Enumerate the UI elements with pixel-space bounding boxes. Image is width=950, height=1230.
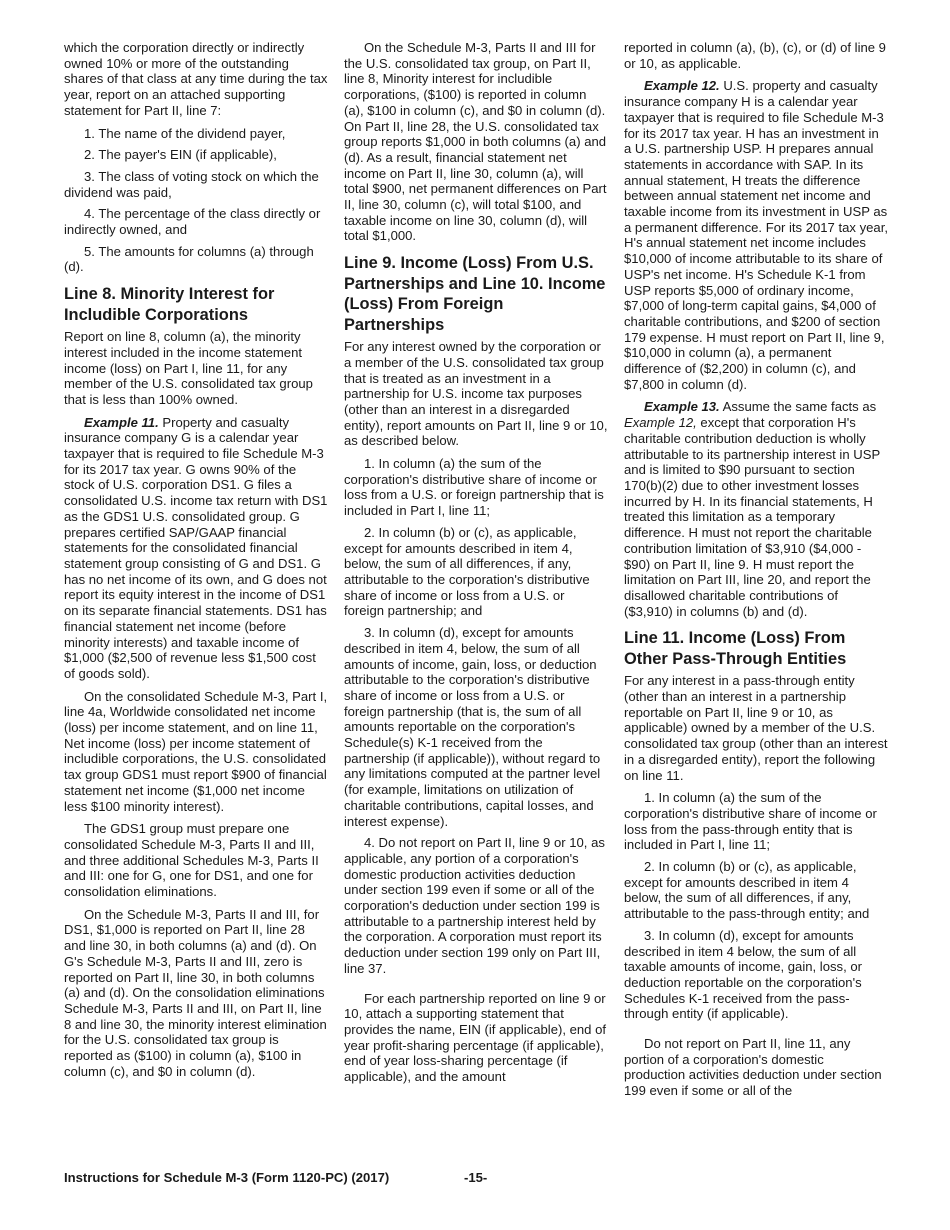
footer-title: Instructions for Schedule M-3 (Form 1120-PC) (2017) <box>64 1170 390 1185</box>
column-middle <box>344 40 608 1092</box>
paragraph: For each partnership reported on line 9 or 10, attach a supporting statement that provides the name, EIN (if applicable), end of year profit-sharing percentage (if applicable), end of year loss-sharing percentage (if applicable), and the amount <box>344 990 607 1085</box>
paragraph: On the consolidated Schedule M-3, Part I, line 4a, Worldwide consolidated net income (loss) per income statement, and on line 11, Net income (loss) per income statement of includible corporations, the U.S. consolidated tax group GDS1 must report $900 of financial statement net income ($1,000 net income less $100 minority interest). <box>64 688 328 814</box>
example-label: Example 12. <box>644 78 720 94</box>
paragraph: On the Schedule M-3, Parts II and III, for DS1, $1,000 is reported on Part II, line 28 and line 30, in both columns (a) and (d). On G's Schedule M-3, Parts II and III, zero is reported on Part II, line 30, in both columns (a) and (d). On the consolidation eliminations Schedule M-3, Parts II and III, on Part II, line 8 and line 30, the minority interest elimination for the U.S. consolidated tax group is reported as ($100) in column (a), $100 in column (c), and $0 in column (d). <box>64 906 327 1079</box>
example-text: Assume the same facts as <box>719 399 877 415</box>
page-number: -15- <box>464 1170 488 1185</box>
example-label: Example 11. <box>84 414 159 430</box>
paragraph: Do not report on Part II, line 11, any portion of a corporation's domestic production activities deduction under section 199 even if some or all of the <box>624 1036 882 1099</box>
list-item: 2. The payer's EIN (if applicable), <box>84 147 277 163</box>
list-item: 4. Do not report on Part II, line 9 or 10, as applicable, any portion of a corporation's domestic production activities deduction under section 199 even if some or all of the corporation's deduction under section 199 is attributable to a partnership interest held by the corporation. A corporation must report its deduction under section 199 only on Part III, line 37. <box>344 835 605 976</box>
example-12 <box>624 78 888 392</box>
section-heading-line-9-10: Line 9. Income (Loss) From U.S. Partnerships and Line 10. Income (Loss) From Foreign Partnerships <box>344 254 606 334</box>
example-text: U.S. property and casualty insurance company H is a calendar year taxpayer that is required to file Schedule M-3 for its 2017 tax year. H has an investment in a U.S. partnership USP. H prepares annual statements in accordance with SAP. In its annual statement, H treats the difference between annual statement net income and taxable income from its investment in USP as a permanent difference. For its 2017 tax year, H's annual statement net income includes $10,000 of income attributable to its share of USP's net income. H's Schedule K-1 from USP reports $5,000 of ordinary income, $7,000 of long-term capital gains, $4,000 of charitable contributions, and $200 of section 179 expense. H must report on Part II, line 9, $10,000 in column (a), a permanent difference of ($2,200) in column (c), and $7,800 in column (d). <box>624 78 888 392</box>
section-heading-line-11: Line 11. Income (Loss) From Other Pass-Through Entities <box>624 629 847 668</box>
example-label: Example 13. <box>644 399 720 415</box>
section-heading-line-8: Line 8. Minority Interest for Includible Corporations <box>64 285 275 324</box>
list-item: 3. In column (d), except for amounts described in item 4, below, the sum of all amounts of income, gain, loss, or deduction attributable to the corporation's distributive share of income or loss from a U.S. or foreign partnership (that is, the sum of all amounts reportable on the corporation's Schedule(s) K-1 received from the partnership (if applicable)), without regard to any limitations computed at the partner level (for example, limitations on utilization of charitable contributions, capital losses, and interest expense). <box>344 625 601 829</box>
list-item: 3. In column (d), except for amounts described in item 4 below, the sum of all taxable amounts of income, gain, loss, or deduction reportable on the corporation's Schedules K-1 received from the pass-through entity (if applicable). <box>624 927 862 1022</box>
paragraph: For any interest owned by the corporation or a member of the U.S. consolidated tax group that is treated as an investment in a partnership for U.S. income tax purposes (other than an interest in a disregarded entity), report amounts on Part II, line 9 or 10, as described below. <box>344 339 608 449</box>
list-item: 1. In column (a) the sum of the corporation's distributive share of income or loss from the pass-through entity that is included in Part I, line 11; <box>624 790 877 853</box>
list-item: 3. The class of voting stock on which the dividend was paid, <box>64 168 319 200</box>
paragraph: For any interest in a pass-through entity (other than an interest in a partnership reportable on Part II, line 9 or 10, as applicable) owned by a member of the U.S. consolidated tax group (other than an interest in a disregarded entity), report the following on line 11. <box>624 673 888 783</box>
example-text: Property and casualty insurance company G is a calendar year taxpayer that is required to file Schedule M-3 for its 2017 tax year. G owns 90% of the stock of U.S. corporation DS1. G files a consolidated U.S. income tax return with DS1 as the GDS1 U.S. consolidated group. G prepares certified SAP/GAAP financial statements for the consolidated financial statement group consisting of G and DS1. G has no net income of its own, and G does not report its equity interest in the income of DS1 on its separate financial statements. DS1 has financial statement net income (before minority interests) and taxable income of $1,000 ($2,500 of revenue less $1,500 cost of goods sold). <box>64 414 328 681</box>
example-reference: Example 12, <box>624 415 697 431</box>
list-item: 2. In column (b) or (c), as applicable, except for amounts described in item 4 below, the sum of all differences, if any, attributable to the pass-through entity; and <box>624 859 870 922</box>
page-footer <box>64 1170 488 1185</box>
list-item: 1. In column (a) the sum of the corporation's distributive share of income or loss from a U.S. or foreign partnership that is included in Part I, line 11; <box>344 456 604 519</box>
list-item: 4. The percentage of the class directly or indirectly owned, and <box>64 206 321 238</box>
example-text: except that corporation H's charitable contribution deduction is wholly attributable to its partnership interest in USP and is limited to $90 pursuant to section 170(b)(2) due to other investment losses incurred by H. In its financial statements, H treated this limitation as a temporary difference. H must not report the charitable contribution limitation of $3,910 ($4,000 - $90) on Part II, line 9. H must report the limitation on Part III, line 20, and report the disallowed charitable contributions of ($3,910) in columns (b) and (d). <box>624 415 880 619</box>
list-item: 5. The amounts for columns (a) through (d). <box>64 243 314 275</box>
paragraph: On the Schedule M-3, Parts II and III for the U.S. consolidated tax group, on Part II, line 8, Minority interest for includible corporations, ($100) is reported in column (a), $100 in column (c), and $0 in column (d). On Part II, line 28, the U.S. consolidated tax group reports $1,000 in both columns (a) and (d). As a result, financial statement net income on Part II, line 30, column (a), will total $900, net permanent differences on Part II, line 30, column (c), will total $100, and taxable income on line 30, column (d), will total $1,000. <box>344 40 607 244</box>
list-item: 1. The name of the dividend payer, <box>84 125 286 141</box>
example-11 <box>64 415 328 682</box>
column-left <box>64 40 328 1086</box>
column-right <box>624 40 888 1106</box>
list-item: 2. In column (b) or (c), as applicable, except for amounts described in item 4, below, the sum of all differences, if any, attributable to the corporation's distributive share of income or loss from a U.S. or foreign partnership; and <box>344 524 590 619</box>
paragraph: reported in column (a), (b), (c), or (d) of line 9 or 10, as applicable. <box>624 40 886 71</box>
paragraph: The GDS1 group must prepare one consolidated Schedule M-3, Parts II and III, and three additional Schedules M-3, Parts II and III: one for G, one for DS1, and one for consolidation eliminations. <box>64 821 319 900</box>
paragraph: Report on line 8, column (a), the minority interest included in the income statement income (loss) on Part I, line 11, for any member of the U.S. consolidated tax group that is less than 100% owned. <box>64 329 313 407</box>
paragraph: which the corporation directly or indirectly owned 10% or more of the outstanding shares of that class at any time during the tax year, report on an attached supporting statement for Part II, line 7: <box>64 40 328 118</box>
example-13 <box>624 399 888 619</box>
